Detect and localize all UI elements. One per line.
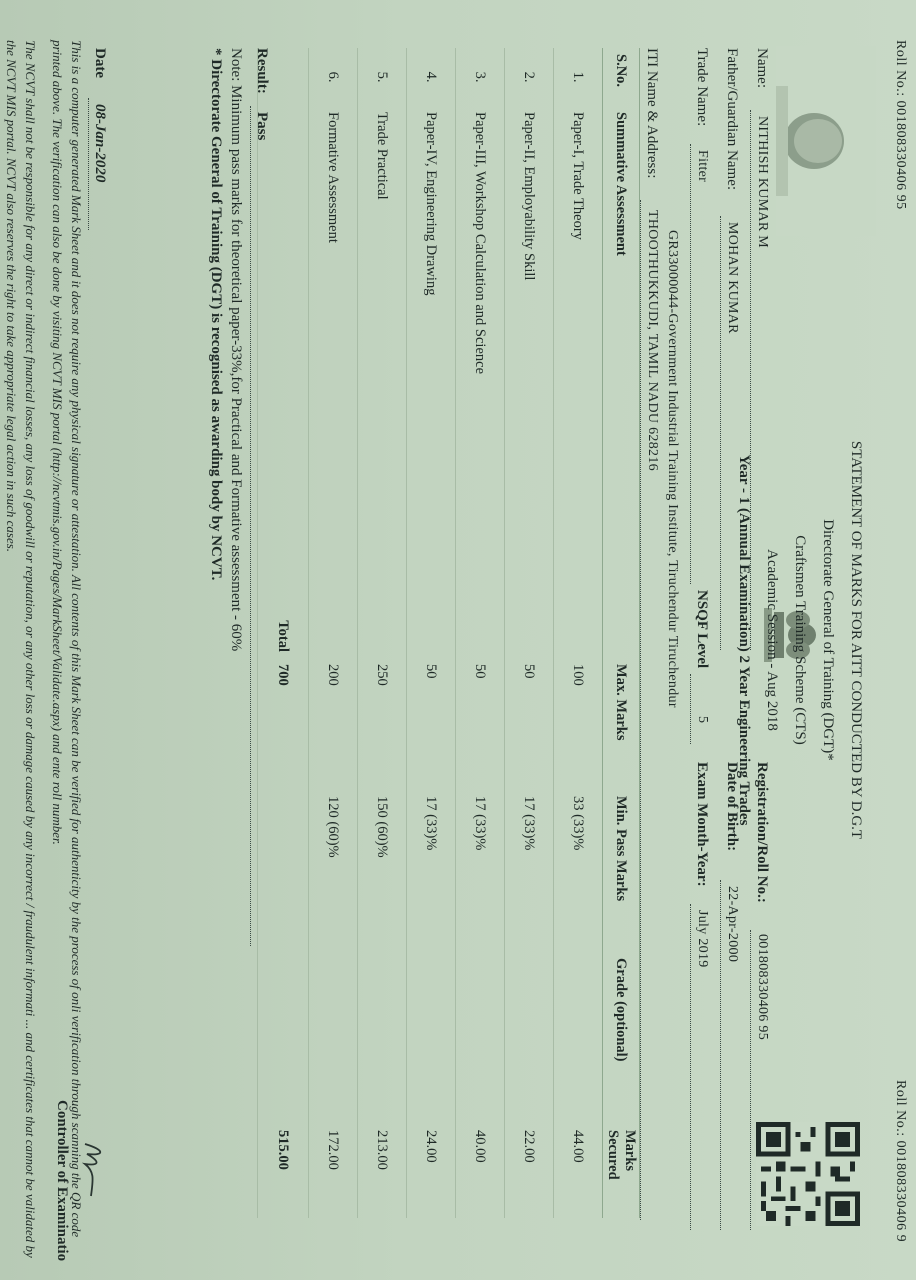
row-secured: 213.00	[358, 1124, 407, 1218]
reg-label: Registration/Roll No.:	[754, 762, 770, 903]
date-label: Date	[92, 48, 108, 78]
header-secured: Marks Secured	[603, 1124, 640, 1218]
name-value: NITHISH KUMAR M	[755, 116, 770, 249]
iti-line2: THOOTHUKKUDI, TAMIL NADU 628216	[645, 210, 660, 471]
table-header-row	[603, 48, 640, 1218]
disclaimer-liability: The NCVT shall not be responsible for any direct or indirect financial losses, any loss of goodwill or reputation, or any other loss or damage caused by any incorrect / fraudulent informati ... and certificates that cannot be validated by the NCVT MIS portal. NCVT also reserves the right to take appropriate legal action in such cases.	[4, 40, 38, 1258]
table-row	[309, 48, 358, 1218]
scheme-line: Craftsmen Training Scheme (CTS)	[792, 535, 808, 745]
trade-value: Fitter	[695, 150, 710, 183]
session-line: Academic Session - Aug 2018	[764, 549, 780, 731]
row-grade	[309, 952, 358, 1124]
row-subject: Paper-II, Employability Skill	[505, 106, 554, 658]
date-value: 08-Jan-2020	[92, 104, 108, 183]
row-secured: 44.00	[554, 1124, 603, 1218]
reg-value: 001808330406 95	[755, 934, 770, 1040]
row-grade	[505, 952, 554, 1124]
total-row	[258, 48, 309, 1218]
header-assessment: Summative Assessment	[603, 106, 640, 658]
table-row	[505, 48, 554, 1218]
row-grade	[456, 952, 505, 1124]
row-max: 100	[554, 658, 603, 790]
row-min: 17 (33)%	[456, 790, 505, 952]
row-grade	[554, 952, 603, 1124]
disclaimer-verification: This is a computer generated Mark Sheet and it does not require any physical signature or attestation. All contents of this Mark Sheet can be verified for authenticity by the process of onli verification through scanning the QR code printed above. The verification can also be done by visiting NCVT MIS portal (http://ncvtmis.gov.in/Pages/MarkSheet/Validate.aspx) and ente roll number.	[50, 40, 84, 1238]
row-max: 200	[309, 658, 358, 790]
table-row	[358, 48, 407, 1218]
row-max: 50	[407, 658, 456, 790]
row-sn: 3.	[456, 48, 505, 106]
row-sn: 6.	[309, 48, 358, 106]
row-sn: 1.	[554, 48, 603, 106]
row-sn: 4.	[407, 48, 456, 106]
iti-label: ITI Name & Address:	[644, 48, 660, 179]
row-secured: 172.00	[309, 1124, 358, 1218]
total-secured: 515.00	[258, 1124, 309, 1218]
table-row	[554, 48, 603, 1218]
row-min: 17 (33)%	[505, 790, 554, 952]
header-max: Max. Marks	[603, 658, 640, 790]
iti-line1: GR33000044-Government Industrial Training Institute, Tiruchendur Tiruchendur	[665, 230, 680, 708]
total-max: 700	[258, 658, 309, 790]
row-max: 50	[505, 658, 554, 790]
row-subject: Paper-III, Workshop Calculation and Science	[456, 106, 505, 658]
header-sno: S.No.	[603, 48, 640, 106]
header-min: Min. Pass Marks	[603, 790, 640, 952]
row-grade	[358, 952, 407, 1124]
directorate-line: Directorate General of Training (DGT)*	[820, 519, 836, 761]
statement-title: STATEMENT OF MARKS FOR AITT CONDUCTED BY D.G.T	[848, 440, 864, 840]
recognition-note: * Directorate General of Training (DGT) is recognised as awarding body by NCVT.	[208, 48, 224, 581]
marks-table	[257, 48, 640, 1218]
roll-number-left: Roll No.: 001808330406 95	[893, 40, 908, 210]
row-subject: Trade Practical	[358, 106, 407, 658]
total-label: Total	[258, 106, 309, 658]
row-secured: 40.00	[456, 1124, 505, 1218]
row-subject: Paper-I, Trade Theory	[554, 106, 603, 658]
year-line: Year - 1 (Annual Examination) 2 Year Engineering Trades	[736, 454, 752, 826]
dob-label: Date of Birth:	[724, 762, 740, 852]
result-label: Result:	[254, 48, 270, 94]
row-secured: 24.00	[407, 1124, 456, 1218]
row-sn: 2.	[505, 48, 554, 106]
row-subject: Paper-IV, Engineering Drawing	[407, 106, 456, 658]
dob-value: 22-Apr-2000	[725, 886, 740, 963]
table-row	[456, 48, 505, 1218]
row-max: 50	[456, 658, 505, 790]
nsqf-value: 5	[695, 716, 710, 724]
father-label: Father/Guardian Name:	[724, 48, 740, 191]
row-sn: 5.	[358, 48, 407, 106]
pass-marks-note: Note: Minimum pass marks for theoretical paper-33%,for Practical and Formative assessment - 60%	[228, 48, 244, 652]
row-max: 250	[358, 658, 407, 790]
row-min: 150 (60)%	[358, 790, 407, 952]
exam-value: July 2019	[695, 910, 710, 968]
header-grade: Grade (optional)	[603, 952, 640, 1124]
row-secured: 22.00	[505, 1124, 554, 1218]
row-subject: Formative Assessment	[309, 106, 358, 658]
row-min: 120 (60)%	[309, 790, 358, 952]
controller-title: Controller of Examinatio	[54, 1100, 70, 1262]
nsqf-label: NSQF Level	[694, 590, 710, 669]
row-min: 17 (33)%	[407, 790, 456, 952]
exam-label: Exam Month-Year:	[694, 762, 710, 887]
row-min: 33 (33)%	[554, 790, 603, 952]
name-label: Name:	[754, 48, 770, 88]
result-value: Pass	[254, 112, 270, 141]
trade-label: Trade Name:	[694, 48, 710, 127]
table-row	[407, 48, 456, 1218]
row-grade	[407, 952, 456, 1124]
roll-number-right: Roll No.: 001808330406 9	[893, 1080, 908, 1243]
father-value: MOHAN KUMAR	[725, 222, 740, 334]
